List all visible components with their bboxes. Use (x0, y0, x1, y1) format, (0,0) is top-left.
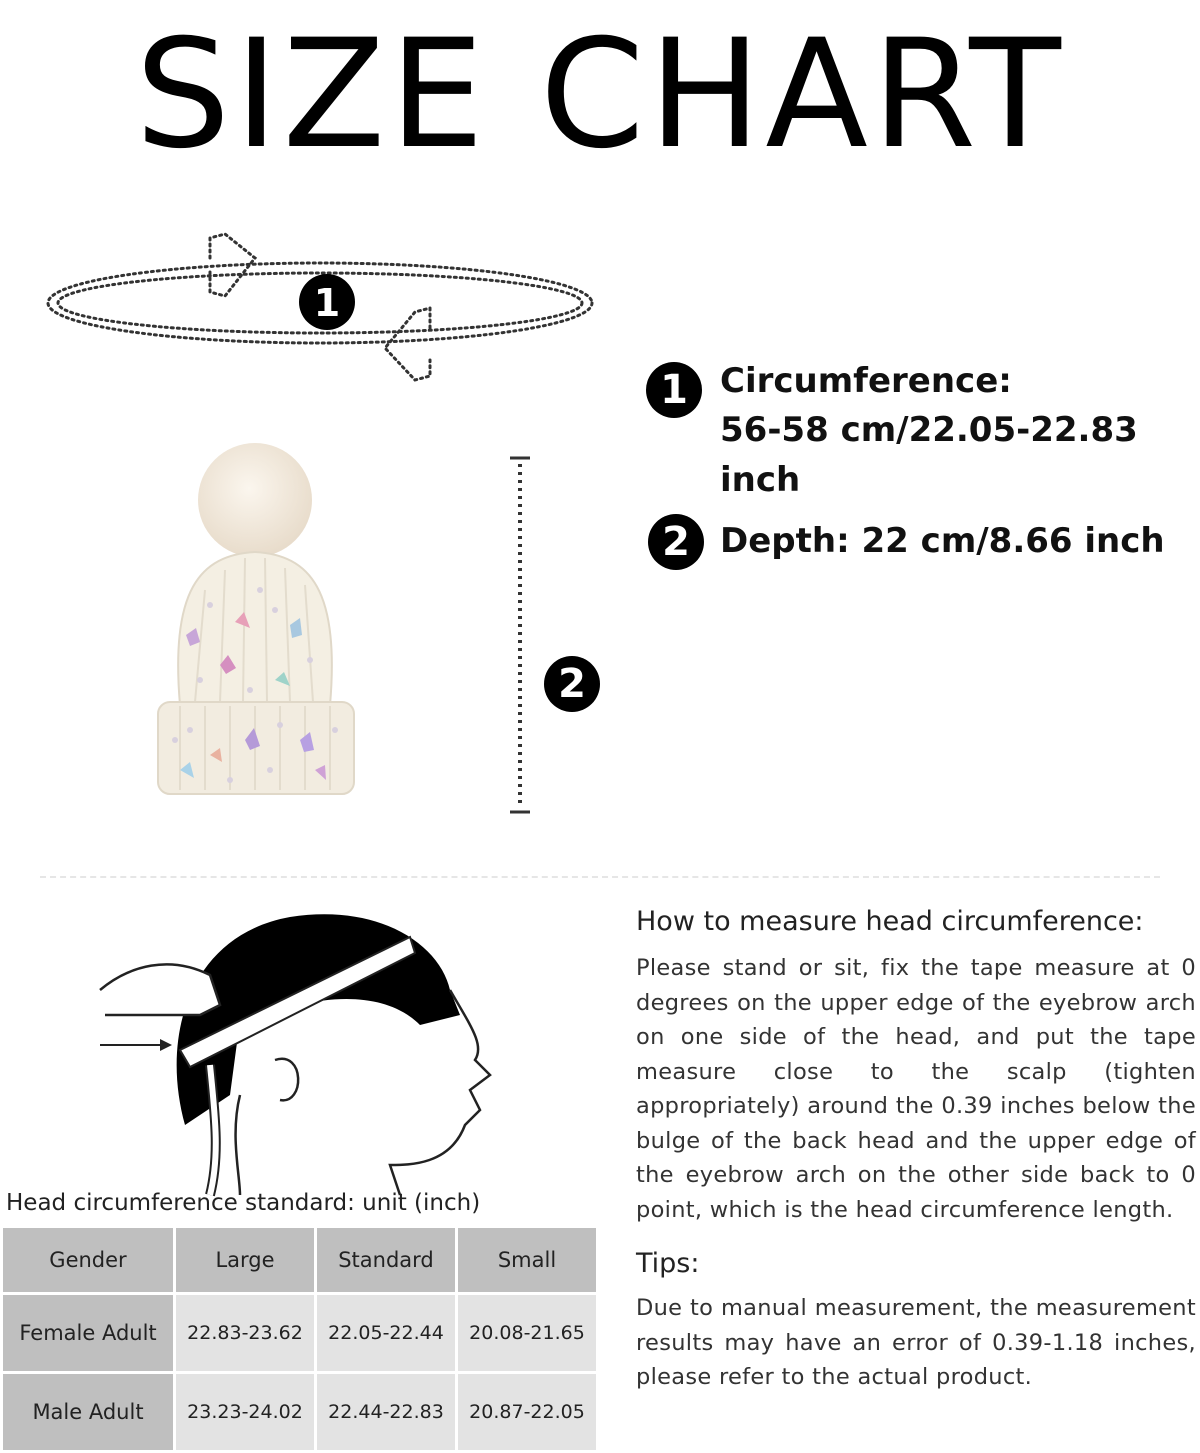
tips-title: Tips: (636, 1248, 700, 1279)
cell-small: 20.87-22.05 (458, 1374, 596, 1450)
ear-outline (275, 1059, 298, 1101)
cap-silhouette (177, 914, 460, 1125)
row-gender: Male Adult (3, 1374, 173, 1450)
table-row (3, 1295, 596, 1371)
arrow-left-icon (385, 308, 430, 380)
cell-standard: 22.44-22.83 (317, 1374, 455, 1450)
header-gender: Gender (3, 1228, 173, 1292)
spec-badge-1: 1 (646, 362, 702, 418)
header-standard: Standard (317, 1228, 455, 1292)
how-to-title: How to measure head circumference: (636, 906, 1144, 937)
neck-line (236, 1095, 240, 1195)
row-gender: Female Adult (3, 1295, 173, 1371)
cell-large: 23.23-24.02 (176, 1374, 314, 1450)
cell-small: 20.08-21.65 (458, 1295, 596, 1371)
face-profile (390, 990, 490, 1195)
header-large: Large (176, 1228, 314, 1292)
circumference-value: 56-58 cm/22.05-22.83 inch (720, 410, 1138, 500)
size-table (0, 1225, 599, 1453)
head-measure-illustration (90, 895, 590, 1205)
table-title: Head circumference standard: unit (inch) (6, 1190, 481, 1216)
circumference-label: Circumference: (720, 361, 1012, 401)
page-title: SIZE CHART (135, 8, 1065, 182)
spec-badge-2: 2 (648, 514, 704, 570)
pom-pom (198, 443, 312, 557)
depth-badge-2: 2 (544, 656, 600, 712)
hand-outline (100, 964, 220, 1015)
how-to-text: Please stand or sit, fix the tape measure at 0 degrees on the upper edge of the eyebrow arch on one side of the head, and put the tape measure close to the scalp (tighten appropriately) around the 0.39 inches below the bulge of the back head and the upper edge of the eyebrow arch on the other side back to 0 point, which is the head circumference length. (636, 955, 1196, 1223)
cell-standard: 22.05-22.44 (317, 1295, 455, 1371)
header-small: Small (458, 1228, 596, 1292)
depth-indicator (500, 450, 540, 820)
cell-large: 22.83-23.62 (176, 1295, 314, 1371)
tips-text: Due to manual measurement, the measurement results may have an error of 0.39-1.18 inches, please refer to the actual product. (636, 1295, 1196, 1390)
ring-badge-1-label: 1 (313, 281, 341, 325)
table-row (3, 1374, 596, 1450)
beanie-illustration (150, 440, 360, 800)
table-header-row (3, 1228, 596, 1292)
circumference-ring-diagram (30, 220, 610, 390)
pointer-arrow-icon (160, 1039, 172, 1051)
section-divider (40, 876, 1160, 878)
depth-value: Depth: 22 cm/8.66 inch (720, 521, 1165, 561)
